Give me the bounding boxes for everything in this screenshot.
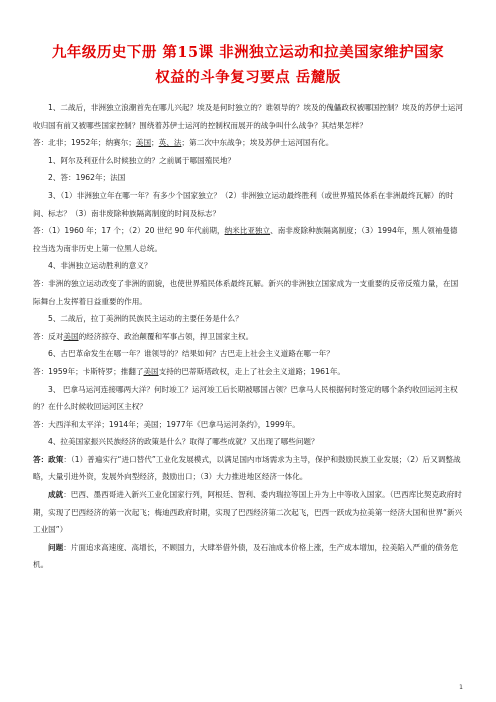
page-number: 1	[459, 684, 463, 691]
answer-5: 答：反对美国的经济掠夺、政治颠覆和军事占领，捍卫国家主权。	[33, 331, 254, 341]
document-title	[30, 40, 466, 90]
answer-underlined-uk-fr: 英、法	[158, 138, 182, 148]
title-line-2: 权益的斗争复习要点 岳麓版	[155, 69, 341, 86]
answer-underlined-usa: 美国	[135, 138, 152, 148]
answer-3: 答：（1）1960 年；17 个；（2）20 世纪 90 年代前期，纳米比亚独立、南非废除种族隔离制度；（3）1994年，黑人领袖曼德拉当选为南非历史上第一位黑人总统。	[33, 226, 458, 253]
question-3: 3、（1）非洲独立年在哪一年？有多少个国家独立？（2）非洲独立运动最终胜利（或世界殖民体系在非洲最终瓦解）的时间、标志？（3）南非废除种族隔离制度的时间及标志？	[33, 190, 454, 218]
question-7: 3、 巴拿马运河连接哪两大洋？何时竣工？运河竣工后长期被哪国占领？巴拿马人民根据何时签定的哪个条约收回运河主权的？在什么时候收回运河区主权？	[33, 384, 458, 412]
question-2: 1、阿尔及利亚什么时候独立的？之前属于哪国殖民地？	[48, 155, 236, 165]
answer-8-problems: 问题：片面追求高速度、高增长，不顾国力，大肆举借外债，及石油成本价格上涨，生产成本增加，拉美陷入严重的债务危机。	[33, 542, 459, 570]
answer-label: 答：政策	[33, 454, 64, 464]
question-6: 6、古巴革命发生在哪一年？谁领导的？结果如何？古巴走上社会主义道路在哪一年？	[48, 349, 334, 359]
answer-7: 答：大西洋和太平洋；1914年；美国；1977年《巴拿马运河条约》，1999年。	[33, 419, 300, 429]
answer-4: 答：非洲的独立运动改变了非洲的面貌，也使世界殖民体系最终瓦解。新兴的非洲独立国家成为一支重要的反帝反殖力量，在国际舞台上发挥着日益重要的作用。	[33, 278, 459, 306]
answer-6: 答：1959年；卡斯特罗；推翻了美国支持的巴蒂斯塔政权，走上了社会主义道路；1961年。	[33, 366, 346, 376]
question-1: 1、二战后，非洲独立浪潮首先在哪儿兴起？埃及是何时独立的？谁领导的？埃及的傀儡政权被哪国控制？埃及的苏伊士运河收归国有前又被哪些国家控制？围绕着苏伊士运河的控制权而展开的战争叫什么战争？其结果怎样？	[33, 103, 463, 130]
question-4: 4、非洲独立运动胜利的意义？	[48, 261, 152, 271]
answer-underlined-namibia: 纳米比亚独立	[224, 226, 271, 236]
document-body	[33, 99, 465, 574]
answer-8-achievements: 成就：巴西、墨西哥进入新兴工业化国家行列，阿根廷、智利、委内瑞拉等国上升为上中等收入国家。（巴西库比契克政府时期，实现了巴西经济的第一次起飞；梅迪西政府时期，实现了巴西经济第二次起飞，巴西一跃成为拉美第一经济大国和世界“新兴工业国”）	[33, 490, 463, 535]
question-8: 4、拉美国家振兴民族经济的政策是什么？取得了哪些成就？又出现了哪些问题？	[48, 437, 319, 447]
answer-2: 2、答：1962年；法国	[48, 173, 126, 183]
title-line-1: 九年级历史下册 第15课 非洲独立运动和拉美国家维护国家	[51, 44, 445, 61]
answer-1: 答：北非；1952年；纳赛尔；美国；英、法；第二次中东战争；埃及苏伊士运河国有化。	[33, 138, 334, 148]
question-5: 5、二战后，拉丁美洲的民族民主运动的主要任务是什么？	[48, 314, 243, 324]
answer-8-policy: 答：政策：（1）普遍实行“进口替代”工业化发展模式，以满足国内市场需求为主导，保护和鼓励民族工业发展；（2）后又调整战略，大量引进外资，发展外向型经济，鼓励出口；（3）大力推进地区经济一体化。	[33, 454, 461, 482]
